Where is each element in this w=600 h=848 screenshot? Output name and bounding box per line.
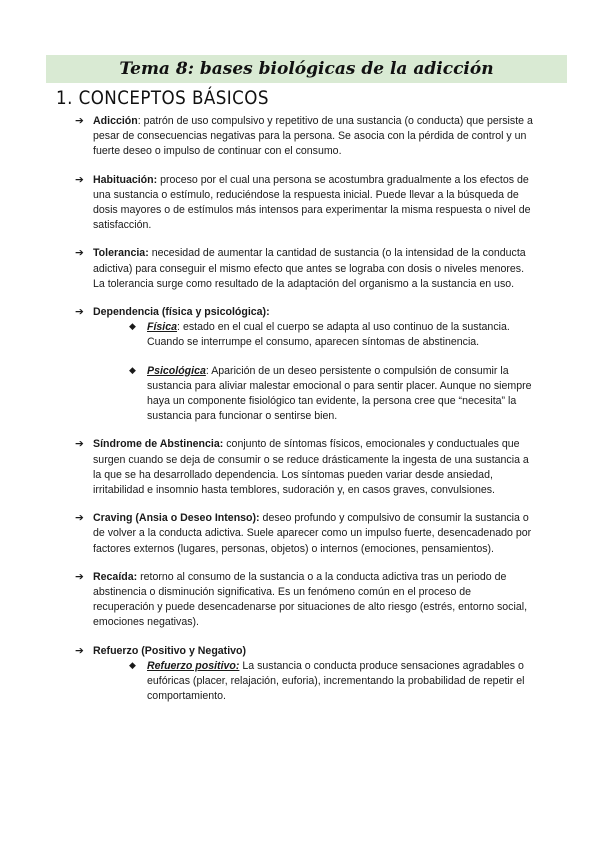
diamond-bullet-icon: ◆ <box>129 365 136 376</box>
list-item <box>75 644 535 705</box>
list-item <box>75 511 535 557</box>
definition-text: deseo profundo y compulsivo de consumir la sustancia o de volver a la conducta adictiva. Suele aparecer como un impulso fuerte, desencadenado por factores externos (lugares, personas, objetos) o internos (emociones, pensamientos). <box>93 512 532 555</box>
sub-list-item: ◆ Física: estado en el cual el cuerpo se adapta al uso continuo de la sustancia. Cuando se interrumpe el consumo, aparecen síntomas de abstinencia. <box>129 321 510 349</box>
definition-text: conjunto de síntomas físicos, emocionales y conductuales que surgen cuando se deja de consumir o se reduce drásticamente la ingesta de una sustancia a la que se ha desarrollado dependencia. Los síntomas pueden variar desde ansiedad, irritabilidad e insomnio hasta temblores, sudoración y, en casos graves, convulsiones. <box>93 438 529 497</box>
sub-list-item: ◆ Psicológica: Aparición de un deseo persistente o compulsión de consumir la sustancia para aliviar malestar emocional o para sentir placer. Aunque no siempre haya un componente fisiológico tan evidente, la persona cree que “necesita” la sustancia para funcionar o sentirse bien. <box>129 364 532 423</box>
list-item <box>75 570 535 631</box>
definition-text: Aparición de un deseo persistente o compulsión de consumir la sustancia para aliviar malestar emocional o para sentir placer. Aunque no siempre haya un componente fisiológico tan evidente, la persona cree que “necesita” la sustancia para funcionar o sentirse bien. <box>147 364 532 423</box>
term-habituacion: Habituación: <box>93 173 158 186</box>
list-item <box>75 173 535 234</box>
document-title: Tema 8: bases biológicas de la adicción <box>119 59 494 79</box>
term-tolerancia: Tolerancia: <box>93 247 149 260</box>
arrow-bullet-icon: ➔ <box>75 247 84 260</box>
concepts-list <box>75 114 535 718</box>
arrow-bullet-icon: ➔ <box>75 512 84 525</box>
definition-text: necesidad de aumentar la cantidad de sustancia (o la intensidad de la conducta adictiva) para conseguir el mismo efecto que antes se lograba con dosis o niveles menores. La tolerancia surge como resultado de la adaptación del organismo a la sustancia en uso. <box>93 247 526 290</box>
list-item <box>75 246 535 292</box>
term-sindrome-abstinencia: Síndrome de Abstinencia: <box>93 438 224 451</box>
definition-text: estado en el cual el cuerpo se adapta al uso continuo de la sustancia. Cuando se interrumpe el consumo, aparecen síntomas de abstinencia. <box>147 321 510 349</box>
arrow-bullet-icon: ➔ <box>75 438 84 451</box>
list-item <box>75 305 535 424</box>
diamond-bullet-icon: ◆ <box>129 660 136 671</box>
arrow-bullet-icon: ➔ <box>75 306 84 319</box>
arrow-bullet-icon: ➔ <box>75 115 84 127</box>
term-craving: Craving (Ansia o Deseo Intenso): <box>93 512 260 525</box>
list-item: ➔ Adicción: patrón de uso compulsivo y repetitivo de una sustancia (o conducta) que persiste a pesar de consecuencias negativas para la persona. Se asocia con la pérdida de control y un fuerte deseo o impulso de continuar con el consumo. <box>75 115 533 158</box>
definition-text: La sustancia o conducta produce sensaciones agradables o eufóricas (placer, relajación, euforia), incrementando la probabilidad de repetir el comportamiento. <box>147 659 525 703</box>
sub-list-item <box>129 659 535 705</box>
term-dependencia: Dependencia (física y psicológica): <box>93 306 270 319</box>
section-heading: 1. CONCEPTOS BÁSICOS <box>56 87 269 109</box>
term-refuerzo-positivo: Refuerzo positivo: <box>147 659 240 672</box>
term-psicologica: Psicológica <box>147 364 206 377</box>
term-fisica: Física <box>147 321 178 334</box>
diamond-bullet-icon: ◆ <box>129 322 136 333</box>
arrow-bullet-icon: ➔ <box>75 570 84 583</box>
arrow-bullet-icon: ➔ <box>75 173 84 186</box>
list-item <box>75 437 535 498</box>
arrow-bullet-icon: ➔ <box>75 644 84 657</box>
definition-text: retorno al consumo de la sustancia o a la conducta adictiva tras un periodo de abstinencia o disminución significativa. Es un fenómeno común en el proceso de recuperación y puede desencadenarse por situaciones de alto riesgo (estrés, entorno social, emociones negativas). <box>93 570 528 629</box>
definition-text: proceso por el cual una persona se acostumbra gradualmente a los efectos de una sustancia o estímulo, reduciéndose la respuesta inicial. Puede llevar a la búsqueda de dosis mayores o de estímulos más intensos para experimentar la misma respuesta o nivel de satisfacción. <box>93 173 531 232</box>
term-recaida: Recaída: <box>93 570 138 583</box>
definition-text: patrón de uso compulsivo y repetitivo de una sustancia (o conducta) que persiste a pesar de consecuencias negativas para la persona. Se asocia con la pérdida de control y un fuerte deseo o impulso de continuar con el consumo. <box>93 115 533 158</box>
term-refuerzo: Refuerzo (Positivo y Negativo) <box>93 644 247 657</box>
term-adiccion: Adicción <box>93 115 138 127</box>
document-title-banner <box>46 55 567 83</box>
